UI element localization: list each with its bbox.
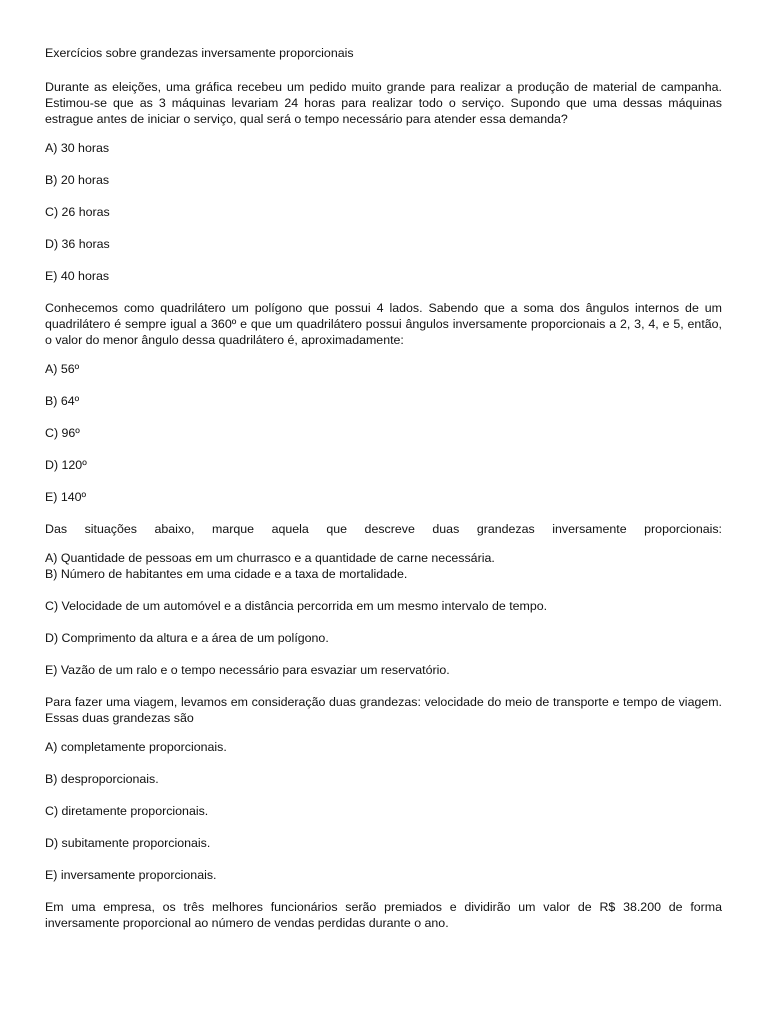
question-5-text: Em uma empresa, os três melhores funcionários serão premiados e dividirão um valor de R$ 38.200 de forma inversamente proporcional ao número de vendas perdidas durante o ano. <box>45 900 722 930</box>
question-4-option-c: C) diretamente proporcionais. <box>45 804 209 818</box>
question-2-option-e: E) 140º <box>45 490 87 504</box>
document-title: Exercícios sobre grandezas inversamente proporcionais <box>45 46 354 60</box>
question-3-option-d: D) Comprimento da altura e a área de um polígono. <box>45 631 329 645</box>
question-3-option-c: C) Velocidade de um automóvel e a distância percorrida em um mesmo intervalo de tempo. <box>45 599 548 613</box>
question-3-option-a: A) Quantidade de pessoas em um churrasco e a quantidade de carne necessária. <box>45 551 495 565</box>
question-1-option-d: D) 36 horas <box>45 237 110 251</box>
question-4-option-d: D) subitamente proporcionais. <box>45 836 211 850</box>
question-4-text: Para fazer uma viagem, levamos em consideração duas grandezas: velocidade do meio de transporte e tempo de viagem. Essas duas grandezas são <box>45 695 722 725</box>
document-page <box>45 45 722 944</box>
question-2-option-a: A) 56º <box>45 362 80 376</box>
question-2-option-c: C) 96º <box>45 426 80 440</box>
question-3-text: Das situações abaixo, marque aquela que descreve duas grandezas inversamente proporcionais: <box>45 522 722 536</box>
question-1-text: Durante as eleições, uma gráfica recebeu um pedido muito grande para realizar a produção de material de campanha. Estimou-se que as 3 máquinas levariam 24 horas para realizar todo o serviço. Supondo que uma dessas máquinas estrague antes de iniciar o serviço, qual será o tempo necessário para atender essa demanda? <box>45 80 722 126</box>
question-1-option-c: C) 26 horas <box>45 205 110 219</box>
question-4-option-a: A) completamente proporcionais. <box>45 740 227 754</box>
question-3-option-b: B) Número de habitantes em uma cidade e a taxa de mortalidade. <box>45 567 408 581</box>
question-1-option-b: B) 20 horas <box>45 173 110 187</box>
question-4-option-e: E) inversamente proporcionais. <box>45 868 217 882</box>
question-3-option-e: E) Vazão de um ralo e o tempo necessário para esvaziar um reservatório. <box>45 663 450 677</box>
question-1-option-e: E) 40 horas <box>45 269 110 283</box>
question-2-option-d: D) 120º <box>45 458 87 472</box>
question-2-text: Conhecemos como quadrilátero um polígono que possui 4 lados. Sabendo que a soma dos ângulos internos de um quadrilátero é sempre igual a 360º e que um quadrilátero possui ângulos inversamente proporcionais a 2, 3, 4, e 5, então, o valor do menor ângulo dessa quadrilátero é, aproximadamente: <box>45 301 722 347</box>
question-2-option-b: B) 64º <box>45 394 80 408</box>
question-4-option-b: B) desproporcionais. <box>45 772 159 786</box>
question-1-option-a: A) 30 horas <box>45 141 110 155</box>
